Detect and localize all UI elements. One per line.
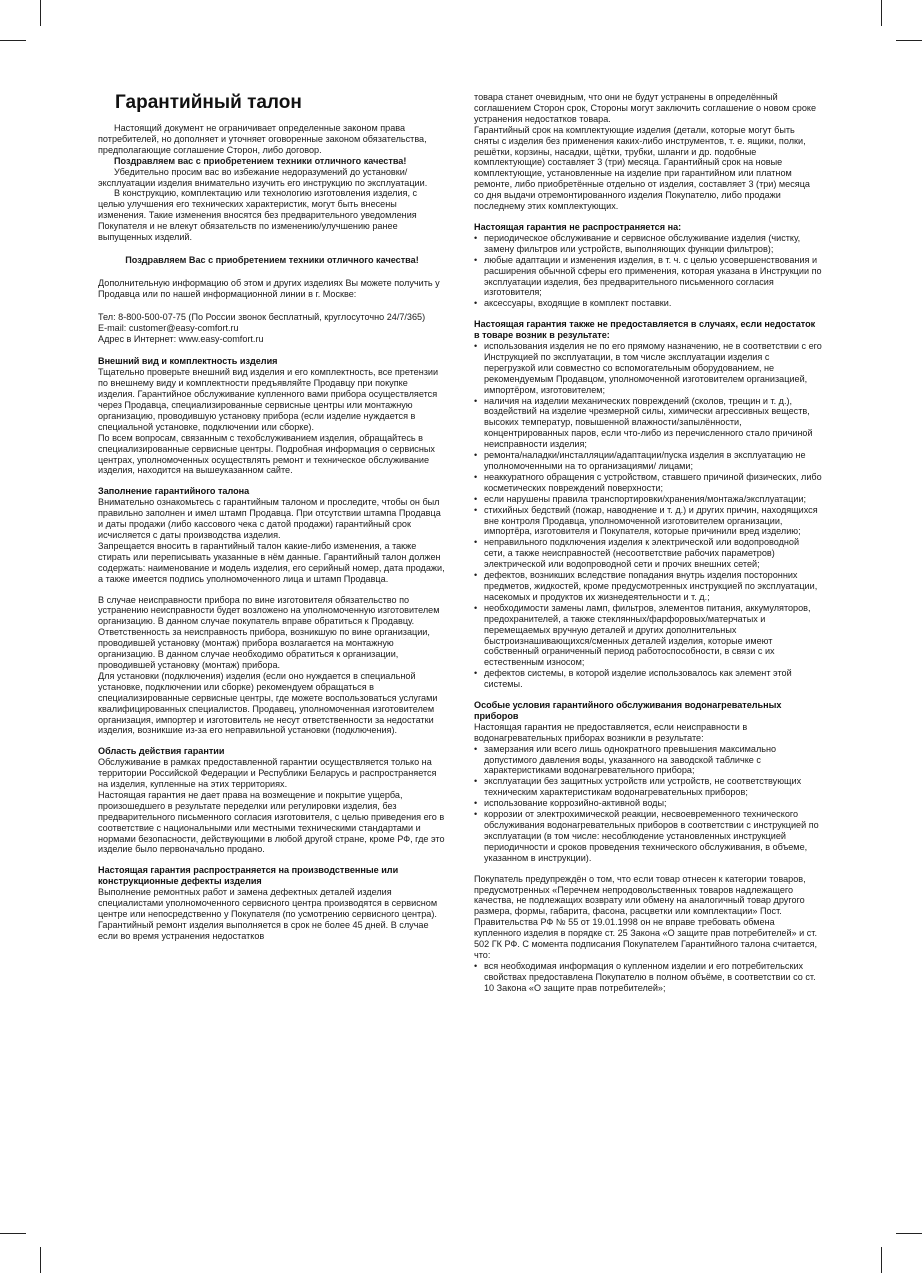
list-item: • периодическое обслуживание и сервисное обслуживание изделия (чистку, замену фильтров или устройств, выполняющих функции фильтров);: [474, 233, 822, 255]
list-item: • неправильного подключения изделия к электрической или водопроводной сети, а также неисправностей (несоответствие рабочих параметров) электрической или водопроводной сети и прочих внешних сетей;: [474, 537, 822, 570]
contact-email: E-mail: customer@easy-comfort.ru: [98, 322, 239, 333]
faults-paragraph: Ответственность за неисправность прибора, возникшую по вине организации, проводившей установку (монтаж) прибора возлагается на монтажную организацию. В данном случае необходимо обратиться к организации, проводившей установку (монтаж) прибора.: [98, 627, 430, 670]
list-item: • использование коррозийно-активной воды;: [474, 798, 822, 809]
right-column: [474, 92, 822, 994]
list-item: • эксплуатации без защитных устройств или устройств, не соответствующих техническим характеристикам водонагревательных приборов;: [474, 776, 822, 798]
area-paragraph: Обслуживание в рамках предоставленной гарантии осуществляется только на территории Российской Федерации и Республики Беларусь и распространяется на изделия, купленные на этих территориях.: [98, 757, 437, 790]
contact-web: Адрес в Интернет: www.easy-comfort.ru: [98, 333, 264, 344]
not-provided-list: [474, 341, 822, 690]
list-item: • ремонта/наладки/инсталляции/адаптации/пуска изделия в эксплуатацию не уполномоченными на то организациями/ лицами;: [474, 450, 822, 472]
crop-mark: [0, 1233, 26, 1234]
crop-mark: [896, 1233, 922, 1234]
crop-mark: [0, 40, 26, 41]
not-covered-list: [474, 233, 822, 309]
water-heaters-list: [474, 744, 822, 864]
list-item: • аксессуары, входящие в комплект поставки.: [474, 298, 822, 309]
filling-paragraph: Запрещается вносить в гарантийный талон какие-либо изменения, а также стирать или переписывать указанные в нём данные. Гарантийный талон должен содержать: наименование и модель изделия, его серийный номер, дата продажи, а также имеется подпись уполномоченного лица и штамп Продавца.: [98, 540, 445, 584]
crop-mark: [881, 1247, 882, 1273]
list-item: • замерзания или всего лишь однократного превышения максимально допустимого давления воды, указанного на заводской табличке с характеристиками водонагревательного прибора;: [474, 744, 822, 777]
intro-paragraph: В конструкцию, комплектацию или технологию изготовления изделия, с целью улучшения его технических характеристик, могут быть внесены изменения. Такие изменения вносятся без предварительного уведомления Покупателя и не влекут обязательств по изменению/улучшению ранее выпущенных изделий.: [98, 188, 418, 243]
list-item: • необходимости замены ламп, фильтров, элементов питания, аккумуляторов, предохранителей, а также стеклянных/фарфоровых/матерчатых и перемещаемых вручную деталей и других дополнительных быстроизнашивающихся/сменных деталей изделия, которые имеют собственный ограниченный период работоспособности, в связи с их естественным износом;: [474, 603, 822, 668]
page-title: Гарантийный талон: [115, 92, 302, 113]
more-info: Дополнительную информацию об этом и других изделиях Вы можете получить у Продавца или по нашей информационной линии в г. Москве:: [98, 277, 440, 299]
congrats-line: Поздравляем Вас с приобретением техники отличного качества!: [125, 254, 419, 265]
section-heading-water-heaters: Особые условия гарантийного обслуживания водонагревательных приборов: [474, 700, 782, 721]
water-heaters-intro: Настоящая гарантия не предоставляется, если неисправности в водонагревательных приборах возникли в результате:: [474, 721, 748, 743]
appearance-paragraph: По всем вопросам, связанным с техобслуживанием изделия, обращайтесь в специализированные сервисные центры. Подробная информация о сервисных центрах, уполномоченных осуществлять ремонт и техническое обслуживание изделия, находится на вышеуказанном сайте.: [98, 432, 435, 476]
faults-paragraph: Для установки (подключения) изделия (если оно нуждается в специальной установке, подключении или сборке) рекомендуем обращаться в специализированные сервисные центры, где можете воспользоваться услугами квалифицированных специалистов. Продавец, уполномоченная изготовителем организация, импортер и изготовитель не несут ответственности за недостатки изделия, возникшие из-за его неправильной установки (подключения).: [98, 670, 438, 736]
section-heading-area: Область действия гарантии: [98, 746, 225, 757]
filling-paragraph: Внимательно ознакомьтесь с гарантийным талоном и проследите, чтобы он был правильно заполнен и имел штамп Продавца. При отсутствии штампа Продавца и даты продажи (либо кассового чека с датой продажи) гарантийный срок исчисляется с даты производства изделия.: [98, 497, 441, 540]
buyer-list: [474, 961, 822, 994]
intro-paragraph: Настоящий документ не ограничивает определенные законом права потребителей, но дополняет и уточняет оговоренные законом обязательства, предполагающие соглашение Сторон, либо договор.: [98, 123, 427, 155]
list-item: • наличия на изделии механических повреждений (сколов, трещин и т. д.), воздействий на изделие чрезмерной силы, химически агрессивных веществ, высоких температур, повышенной влажности/запылённости, концентрированных паров, если что-либо из перечисленного стало причиной неисправности изделия;: [474, 396, 822, 451]
crop-mark: [40, 0, 41, 26]
list-item: • неаккуратного обращения с устройством, ставшего причиной физических, либо косметических повреждений поверхности;: [474, 472, 822, 494]
intro-congrats: Поздравляем вас с приобретением техники отличного качества!: [114, 155, 407, 166]
appearance-paragraph: Тщательно проверьте внешний вид изделия и его комплектность, все претензии по внешнему виду и комплектности предъявляйте Продавцу при покупке изделия. Гарантийное обслуживание купленного вами прибора осуществляется через Продавца, специализированные сервисные центры или монтажную организацию, проводившую установку прибора (если изделие нуждается в специальной установке, подключении или сборке).: [98, 367, 439, 432]
intro-paragraph: Убедительно просим вас во избежание недоразумений до установки/эксплуатации изделия внимательно изучить его инструкцию по эксплуатации.: [98, 166, 428, 188]
list-item: • любые адаптации и изменения изделия, в т. ч. с целью усовершенствования и расширения обычной сферы его применения, которая указана в Инструкции по эксплуатации изделия, без предварительного письменного согласия изготовителя;: [474, 255, 822, 299]
defects-paragraph: Гарантийный срок на комплектующие изделия (детали, которые могут быть сняты с изделия без применения каких-либо инструментов, т. е. ящики, полки, решётки, корзины, насадки, щётки, трубки, шланги и др. подобные комплектующие) составляет 3 (три) месяца. Гарантийный срок на новые комплектующие, установленные на изделие при гарантийном или платном ремонте, либо приобретённые отдельно от изделия, составляет 3 (три) месяца со дня выдачи отремонтированного изделия Покупателю, либо продажи последнему этих комплектующих.: [474, 124, 810, 212]
section-heading-filling: Заполнение гарантийного талона: [98, 486, 250, 497]
defects-paragraph-continued: товара станет очевидным, что они не будут устранены в определённый соглашением Сторон срок, Стороны могут заключить соглашение о новом сроке устранения недостатков товара.: [474, 92, 817, 124]
list-item: • вся необходимая информация о купленном изделии и его потребительских свойствах предоставлена Покупателю в полном объёме, в соответствии со ст. 10 Закона «О защите прав потребителей»;: [474, 961, 822, 994]
area-paragraph: Настоящая гарантия не дает права на возмещение и покрытие ущерба, произошедшего в результате переделки или регулировки изделия, без предварительного письменного согласия изготовителя, с целью приведения его в соответствие с национальными или местными техническими стандартами и нормами безопасности, действующими в любой другой стране, кроме РФ, где это изделие было первоначально продано.: [98, 789, 445, 855]
list-item: • стихийных бедствий (пожар, наводнение и т. д.) и других причин, находящихся вне контроля Продавца, уполномоченной изготовителем организации, импортёра, изготовителя и Покупателя, которые причинили вред изделию;: [474, 505, 822, 538]
section-heading-appearance: Внешний вид и комплектность изделия: [98, 356, 278, 367]
list-item: • использования изделия не по его прямому назначению, не в соответствии с его Инструкцией по эксплуатации, в том числе эксплуатации изделия с перегрузкой или совместно со вспомогательным оборудованием, не рекомендуемым Продавцом, уполномоченной изготовителем организацией, импортёром, изготовителем;: [474, 341, 822, 396]
list-item: • дефектов, возникших вследствие попадания внутрь изделия посторонних предметов, жидкостей, кроме предусмотренных инструкцией по эксплуатации, насекомых и продуктов их жизнедеятельности и т. д.;: [474, 570, 822, 603]
buyer-paragraph: Покупатель предупреждён о том, что если товар отнесен к категории товаров, предусмотренных «Перечнем непродовольственных товаров надлежащего качества, не подлежащих возврату или обмену на аналогичный товар другого размера, формы, габарита, фасона, расцветки или комплектации» Пост. Правительства РФ № 55 от 19.01.1998 он не вправе требовать обмена купленного изделия в порядке ст. 25 Закона «О защите прав потребителей» и ст. 502 ГК РФ. С момента подписания Покупателем Гарантийного талона считается, что:: [474, 873, 818, 960]
section-heading-defects: Настоящая гарантия распространяется на производственные или конструкционные дефекты изделия: [98, 865, 399, 887]
faults-paragraph: В случае неисправности прибора по вине изготовителя обязательство по устранению неисправности будет возложено на уполномоченную изготовителем организацию. В данном случае покупатель вправе обратиться к Продавцу.: [98, 594, 440, 627]
defects-paragraph: Выполнение ремонтных работ и замена дефектных деталей изделия специалистами уполномоченного сервисного центра производятся в сервисном центре или непосредственно у Покупателя (по усмотрению сервисного центра). Гарантийный ремонт изделия выполняется в срок не более 45 дней. В случае если во время устранения недостатков: [98, 887, 438, 941]
section-heading-not-covered: Настоящая гарантия не распространяется на:: [474, 221, 682, 232]
left-column: [98, 92, 446, 942]
crop-mark: [896, 40, 922, 41]
list-item: • коррозии от электрохимической реакции, несвоевременного технического обслуживания водонагревательных приборов в соответствии с инструкцией по эксплуатации (в том числе: несоблюдение установленных инструкцией периодичности и сроков проведения технического обслуживания, в объеме, указанном в инструкции).: [474, 809, 822, 864]
list-item: • если нарушены правила транспортировки/хранения/монтажа/эксплуатации;: [474, 494, 822, 505]
section-heading-not-provided: Настоящая гарантия также не предоставляется в случаях, если недостаток в товаре возник в результате:: [474, 319, 816, 341]
crop-mark: [40, 1247, 41, 1273]
crop-mark: [881, 0, 882, 26]
list-item: • дефектов системы, в которой изделие использовалось как элемент этой системы.: [474, 668, 822, 690]
contact-phone: Тел: 8-800-500-07-75 (По России звонок бесплатный, круглосуточно 24/7/365): [98, 311, 426, 322]
